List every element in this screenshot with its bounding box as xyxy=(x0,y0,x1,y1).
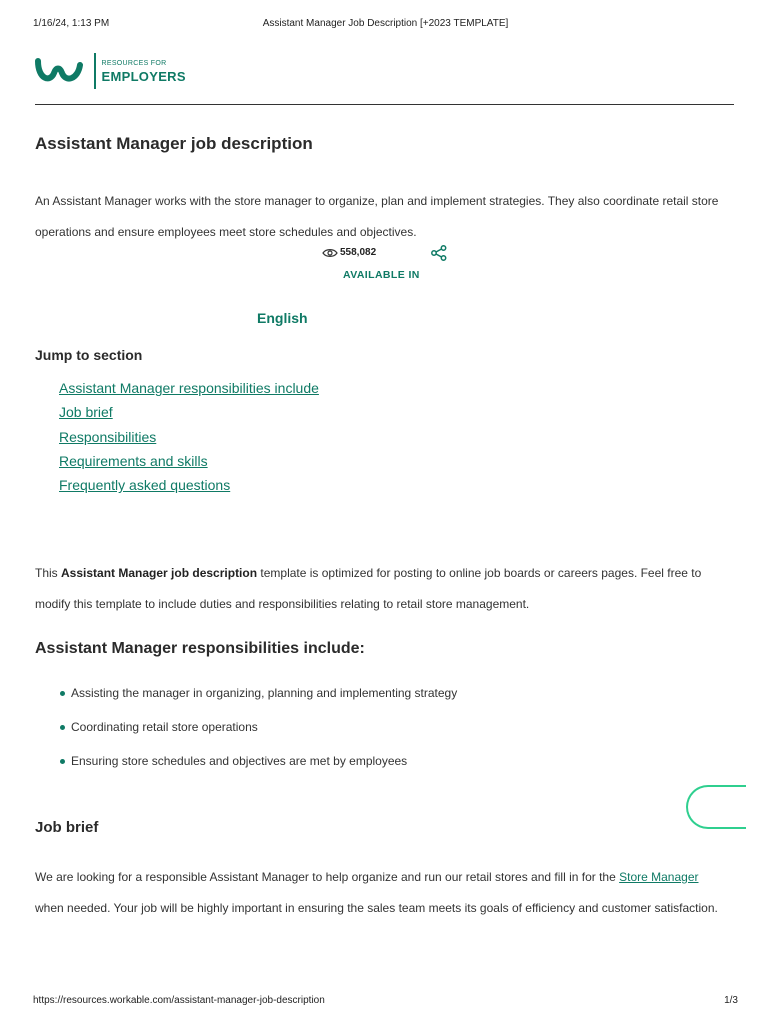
jump-link-requirements[interactable]: Requirements and skills xyxy=(59,452,208,469)
print-page-number: 1/3 xyxy=(724,995,738,1006)
list-item xyxy=(60,686,457,720)
print-date: 1/16/24, 1:13 PM xyxy=(33,18,110,29)
store-manager-link[interactable]: Store Manager xyxy=(619,870,699,884)
jump-list-item xyxy=(59,404,319,428)
logo-big-text: EMPLOYERS xyxy=(101,68,186,84)
jump-link-responsibilities[interactable]: Responsibilities xyxy=(59,428,157,445)
language-link-english[interactable]: English xyxy=(257,310,308,326)
jump-list-item xyxy=(59,429,319,453)
list-item-text: Ensuring store schedules and objectives are met by employees xyxy=(71,754,408,768)
list-item-text: Assisting the manager in organizing, planning and implementing strategy xyxy=(71,686,458,700)
print-header xyxy=(33,18,738,32)
jump-list-item xyxy=(59,477,319,501)
job-brief-paragraph xyxy=(35,862,725,924)
page-title: Assistant Manager job description xyxy=(35,134,313,153)
jump-link-faq[interactable]: Frequently asked questions xyxy=(59,477,231,494)
template-note-bold: Assistant Manager job description xyxy=(61,566,258,580)
list-item xyxy=(60,754,457,788)
list-item xyxy=(60,720,457,754)
available-in-label: AVAILABLE IN xyxy=(343,269,420,281)
intro-paragraph: An Assistant Manager works with the store manager to organize, plan and implement strategies. They also coordinate retail store operations and ensure employees meet store schedules and objectives. xyxy=(35,194,719,239)
site-logo[interactable] xyxy=(34,52,186,90)
workable-logo-icon xyxy=(34,53,86,89)
view-count-value: 558,082 xyxy=(340,247,377,258)
responsibilities-list xyxy=(60,686,457,788)
article-stats xyxy=(322,244,452,284)
template-note-suffix: template is optimized for posting to online job boards or careers pages. Feel free to modify this template to include duties and responsibilities relating to retail store management. xyxy=(35,566,702,611)
bullet-icon xyxy=(60,759,65,764)
jump-to-section-list xyxy=(59,380,319,501)
bullet-icon xyxy=(60,691,65,696)
jump-list-item xyxy=(59,453,319,477)
view-count xyxy=(322,247,376,258)
logo-text xyxy=(102,60,186,83)
jump-link-job-brief[interactable]: Job brief xyxy=(59,404,113,421)
responsibilities-include-heading: Assistant Manager responsibilities include: xyxy=(35,640,365,657)
job-brief-heading: Job brief xyxy=(35,819,99,836)
eye-icon xyxy=(322,248,338,258)
list-item-text: Coordinating retail store operations xyxy=(71,720,258,734)
logo-small-text: RESOURCES FOR xyxy=(101,59,167,67)
print-footer xyxy=(33,995,738,1009)
print-doc-title: Assistant Manager Job Description [+2023 TEMPLATE] xyxy=(262,18,509,29)
template-note-paragraph xyxy=(35,558,725,620)
jump-list-item xyxy=(59,380,319,404)
floating-action-button[interactable] xyxy=(686,785,746,829)
template-note-prefix: This xyxy=(35,566,62,580)
print-url: https://resources.workable.com/assistant-manager-job-description xyxy=(33,995,325,1006)
job-brief-text-before: We are looking for a responsible Assistant Manager to help organize and run our retail stores and fill in for the xyxy=(35,870,620,884)
jump-to-section-title: Jump to section xyxy=(35,347,143,363)
jump-link-responsibilities-include[interactable]: Assistant Manager responsibilities include xyxy=(59,380,319,396)
job-brief-text-after: when needed. Your job will be highly important in ensuring the sales team meets its goals of efficiency and customer satisfaction. xyxy=(35,901,718,915)
share-icon[interactable] xyxy=(431,245,447,261)
bullet-icon xyxy=(60,725,65,730)
header-divider xyxy=(35,104,734,105)
logo-divider xyxy=(94,53,96,89)
